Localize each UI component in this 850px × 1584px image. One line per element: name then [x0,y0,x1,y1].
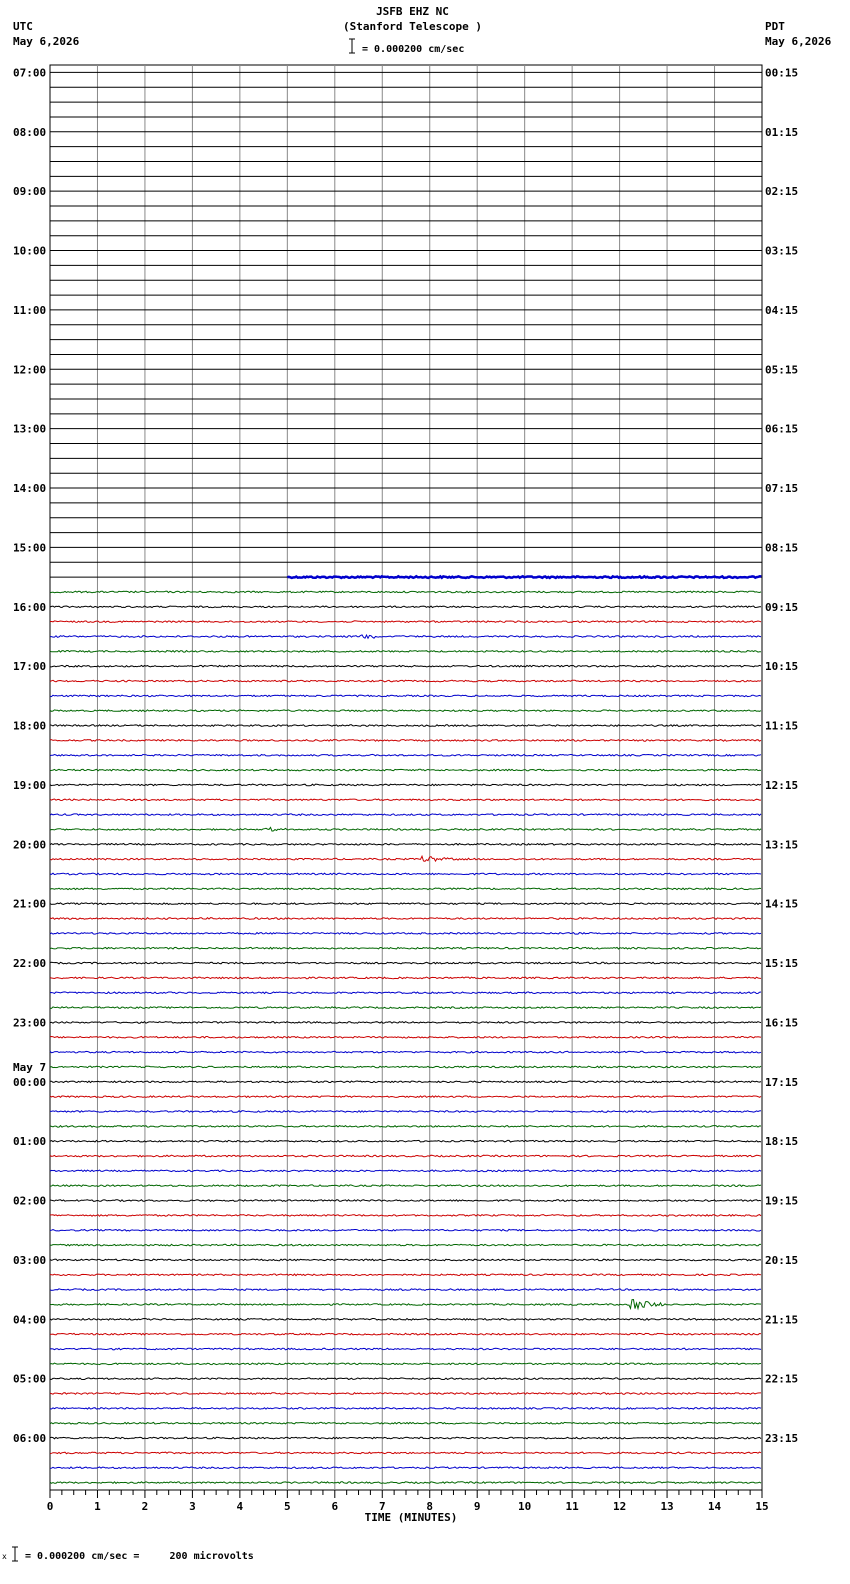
utc-hour-label: 08:00 [13,125,47,139]
utc-hour-label: 05:00 [13,1372,47,1386]
local-hour-label: 05:15 [765,363,799,377]
local-hour-label: 12:15 [765,778,799,792]
station-location: (Stanford Telescope ) [342,20,483,33]
trace-row-60 [50,962,761,964]
trace-row-66 [50,1051,761,1053]
local-hour-label: 07:15 [765,482,799,496]
trace-row-87 [50,1363,761,1365]
station-title: JSFB EHZ NC [376,5,449,18]
trace-row-69 [50,1096,761,1098]
utc-hour-label: 16:00 [13,600,47,614]
trace-row-68 [50,1081,761,1083]
plot-frame [50,65,762,1490]
trace-row-45 [50,740,761,742]
utc-hour-label: 15:00 [13,541,47,555]
trace-row-57 [50,918,761,920]
trace-row-42 [50,695,761,697]
local-hour-label: 02:15 [765,185,799,199]
x-tick-label: 14 [707,1500,722,1513]
trace-row-54 [50,873,761,875]
trace-row-56 [50,903,761,905]
local-hour-label: 09:15 [765,600,799,614]
local-hour-label: 20:15 [765,1253,799,1267]
x-tick-label: 7 [378,1500,386,1513]
trace-row-48 [50,784,761,786]
left-timezone: UTC [13,20,33,33]
local-hour-label: 04:15 [765,303,799,317]
utc-hour-label: 20:00 [13,838,47,852]
trace-row-86 [50,1348,761,1350]
local-hour-label: 15:15 [765,957,799,971]
trace-row-51 [50,827,761,831]
local-hour-label: 23:15 [765,1432,799,1446]
right-timezone: PDT [765,20,785,33]
trace-row-47 [50,769,761,771]
utc-hour-label: 17:00 [13,660,47,674]
local-hour-label: 11:15 [765,719,799,733]
trace-row-70 [50,1111,761,1113]
trace-row-49 [50,799,761,801]
x-tick-label: 10 [518,1500,532,1513]
local-hour-label: 08:15 [765,541,799,555]
x-tick-label: 8 [426,1500,434,1513]
utc-hour-label: 21:00 [13,897,47,911]
trace-row-72 [50,1140,761,1142]
local-hour-label: 00:15 [765,66,799,80]
local-hour-label: 16:15 [765,1016,799,1030]
trace-row-58 [50,933,761,935]
x-tick-label: 2 [141,1500,149,1513]
trace-row-44 [50,725,761,727]
right-date: May 6,2026 [765,35,832,48]
x-tick-label: 13 [660,1500,674,1513]
utc-hour-label: 09:00 [13,185,47,199]
x-tick-label: 9 [473,1500,481,1513]
trace-row-77 [50,1215,761,1217]
trace-row-80 [50,1259,761,1261]
utc-hour-label: 22:00 [13,957,47,971]
utc-hour-label: 03:00 [13,1253,47,1267]
trace-row-71 [50,1126,761,1128]
trace-row-38 [50,635,761,638]
trace-row-88 [50,1378,761,1380]
left-date: May 6,2026 [13,35,80,48]
local-hour-label: 03:15 [765,244,799,258]
x-tick-label: 3 [189,1500,196,1513]
x-tick-label: 15 [755,1500,769,1513]
trace-row-39 [50,651,761,653]
local-hour-label: 06:15 [765,422,799,436]
trace-row-76 [50,1200,761,1202]
trace-row-43 [50,710,761,712]
trace-row-90 [50,1408,761,1410]
utc-hour-label: 18:00 [13,719,47,733]
trace-row-52 [50,844,761,846]
trace-row-79 [50,1244,761,1246]
trace-row-61 [50,977,761,979]
footer-scale-icon [2,1545,24,1563]
x-tick-label: 1 [94,1500,101,1513]
utc-hour-label: 02:00 [13,1194,47,1208]
trace-row-64 [50,1022,761,1024]
local-hour-label: 17:15 [765,1075,799,1089]
utc-hour-label: 19:00 [13,778,47,792]
utc-hour-label: 10:00 [13,244,47,258]
utc-hour-label: 14:00 [13,482,47,496]
utc-hour-label: 01:00 [13,1135,47,1149]
trace-row-41 [50,680,761,682]
local-hour-label: 14:15 [765,897,799,911]
trace-row-82 [50,1289,761,1291]
utc-hour-label: 06:00 [13,1432,47,1446]
x-tick-label: 12 [612,1500,627,1513]
trace-row-50 [50,814,761,816]
local-hour-label: 18:15 [765,1135,799,1149]
trace-row-55 [50,888,761,890]
scale-text: = 0.000200 cm/sec [362,44,465,55]
trace-row-91 [50,1422,761,1424]
trace-row-62 [50,992,761,994]
trace-row-83 [50,1300,761,1309]
day-marker-label: May 7 [13,1060,47,1074]
trace-row-75 [50,1185,761,1187]
trace-row-67 [50,1066,761,1068]
trace-row-34 [287,576,761,578]
utc-hour-label: 07:00 [13,66,47,80]
trace-row-78 [50,1229,761,1231]
trace-row-95 [50,1482,761,1484]
svg-text:x: x [2,1552,7,1561]
trace-row-36 [50,606,761,608]
utc-hour-label: 13:00 [13,422,47,436]
trace-row-63 [50,1007,761,1009]
x-tick-label: 4 [236,1500,244,1513]
trace-row-65 [50,1037,761,1039]
local-hour-label: 10:15 [765,660,799,674]
x-tick-label: 0 [46,1500,54,1513]
local-hour-label: 21:15 [765,1313,799,1327]
x-axis-label: TIME (MINUTES) [364,1511,458,1524]
x-tick-label: 11 [565,1500,579,1513]
trace-row-37 [50,621,761,623]
trace-row-92 [50,1437,761,1439]
trace-row-93 [50,1452,761,1454]
trace-row-84 [50,1319,761,1321]
x-tick-label: 5 [284,1500,291,1513]
utc-hour-label: 23:00 [13,1016,47,1030]
trace-row-81 [50,1274,761,1276]
utc-hour-label: 11:00 [13,303,47,317]
local-hour-label: 22:15 [765,1372,799,1386]
local-hour-label: 19:15 [765,1194,799,1208]
trace-row-53 [50,856,761,861]
trace-row-89 [50,1393,761,1395]
utc-hour-label: 00:00 [13,1075,47,1089]
footer-scale-text: = 0.000200 cm/sec = 200 microvolts [25,1551,254,1562]
trace-row-59 [50,947,761,949]
x-tick-label: 6 [331,1500,339,1513]
trace-row-46 [50,754,761,756]
local-hour-label: 01:15 [765,125,799,139]
trace-row-85 [50,1333,761,1335]
trace-row-74 [50,1170,761,1172]
utc-hour-label: 12:00 [13,363,47,377]
trace-row-73 [50,1155,761,1157]
utc-hour-label: 04:00 [13,1313,47,1327]
trace-row-35 [50,591,761,593]
local-hour-label: 13:15 [765,838,799,852]
trace-row-94 [50,1467,761,1469]
trace-row-40 [50,665,761,667]
